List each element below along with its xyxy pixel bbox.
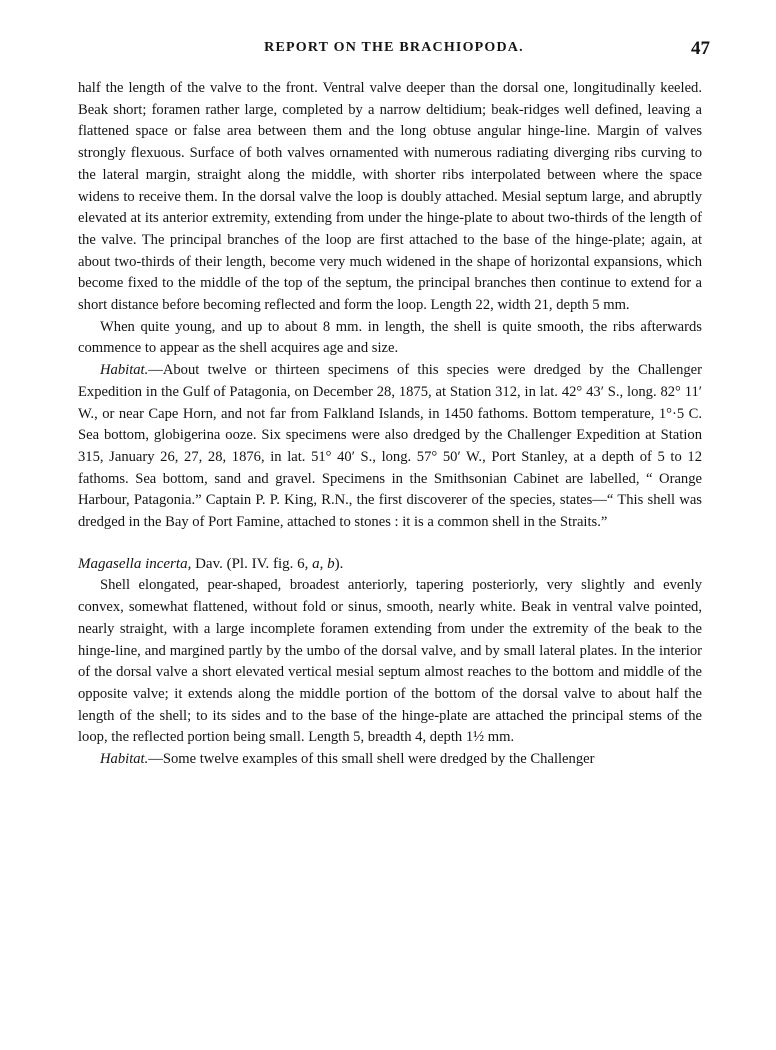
running-title: REPORT ON THE BRACHIOPODA. [264,40,524,55]
species-fig-a: a [312,555,320,572]
page-number: 47 [691,38,710,59]
habitat-text-2: —Some twelve examples of this small shell were dredged by the Challenger [148,751,595,768]
habitat-paragraph-2 [78,749,702,771]
page-header [78,38,710,68]
species-close: ). [334,555,344,572]
species-heading [78,554,702,576]
species-name: Magasella incerta [78,555,188,572]
habitat-paragraph [78,360,702,534]
species-fig-separator: , [319,555,328,572]
species-author: , Dav. (Pl. IV. fig. 6, [187,555,313,572]
species-fig-b: b [327,555,335,572]
juvenile-note-paragraph: When quite young, and up to about 8 mm. in length, the shell is quite smooth, the ribs afterwards commence to appear as the shell acquires age and size. [78,318,702,357]
section-divider [78,534,702,554]
species-description-paragraph: Shell elongated, pear-shaped, broadest anteriorly, tapering posteriorly, very slightly and evenly convex, somewhat flattened, without fold or sinus, smooth, nearly white. Beak in ventral valve pointed, nearly straight, with a large incomplete foramen extending from under the extremity of the beak to the hinge-line, and margined partly by the umbo of the dorsal valve, and by small lateral plates. In the interior of the dorsal valve a short elevated vertical mesial septum almost reaches to the bottom and middle of the opposite valve; it extends along the middle portion of the bottom of the dorsal valve to about half the length of the shell; to its sides and to the base of the hinge-plate are attached the principal stems of the loop, the reflected portion being small. Length 5, breadth 4, depth 1½ mm. [78,577,702,746]
habitat-text: —About twelve or thirteen specimens of this species were dredged by the Challenger Expedition in the Gulf of Patagonia, on December 28, 1875, at Station 312, in lat. 42° 43′ S., long. 82° 11′ W., or near Cape Horn, and not far from Falkland Islands, in 1450 fathoms. Bottom temperature, 1°·5 C. Sea bottom, globigerina ooze. Six specimens were also dredged by the Challenger Expedition at Station 315, January 26, 27, 28, 1876, in lat. 51° 40′ S., long. 57° 50′ W., Port Stanley, at a depth of 5 to 12 fathoms. Sea bottom, sand and gravel. Specimens in the Smithsonian Cabinet are labelled, “ Orange Harbour, Patagonia.” Captain P. P. King, R.N., the first discoverer of the species, states—“ This shell was dredged in the Bay of Port Famine, attached to stones : it is a common shell in the Straits.” [78,362,702,531]
description-paragraph: half the length of the valve to the front. Ventral valve deeper than the dorsal one, longitudinally keeled. Beak short; foramen rather large, completed by a narrow deltidium; beak-ridges well defined, leaving a flattened space or false area between them and the long obtuse angular hinge-line. Margin of valves strongly flexuous. Surface of both valves ornamented with numerous radiating diverging ribs curving to the lateral margin, straight along the middle, with shorter ribs interpolated between where the space widens to receive them. In the dorsal valve the loop is doubly attached. Mesial septum large, and abruptly elevated at its anterior extremity, extending from under the hinge-plate to about two-thirds of the length of the valve. The principal branches of the loop are first attached to the base of the hinge-plate; again, at about two-thirds of their length, become very much widened in the shape of horizontal expansions, which become fixed to the middle of the top of the septum, the principal branches then continue to extend for a short distance before becoming reflected and form the loop. Length 22, width 21, depth 5 mm. [78,80,702,314]
habitat-label-2: Habitat. [100,751,149,768]
habitat-label: Habitat. [100,362,149,379]
body-text [78,78,702,771]
